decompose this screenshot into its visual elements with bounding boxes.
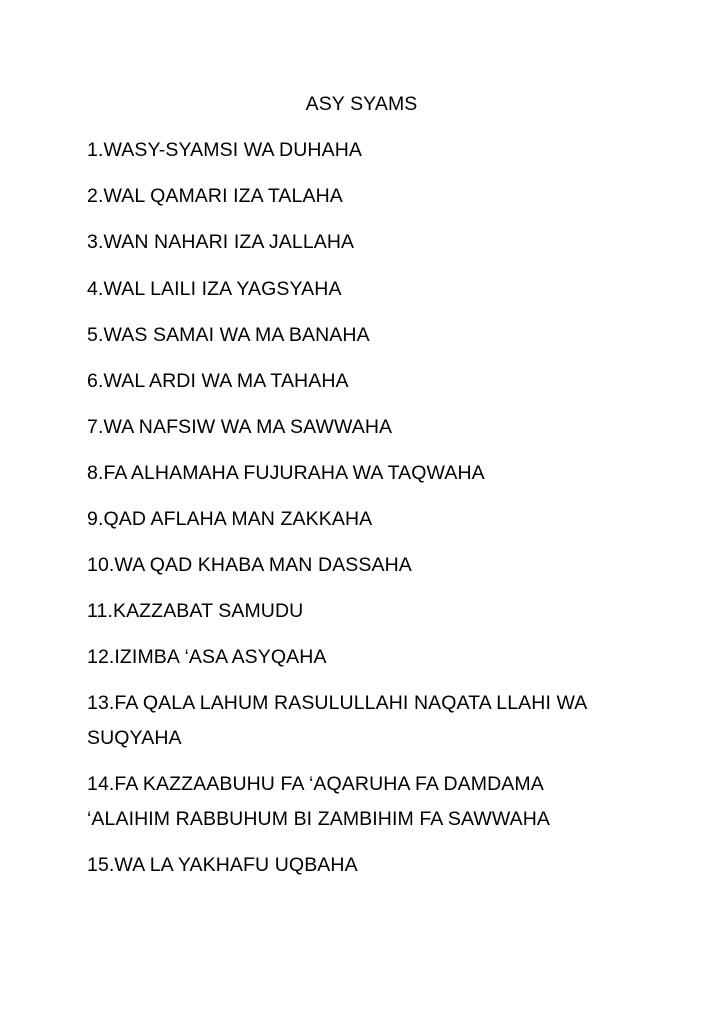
verse-13-line-1: 13.FA QALA LAHUM RASULULLAHI NAQATA LLAHI WA bbox=[87, 692, 588, 714]
verse-1: 1.WASY-SYAMSI WA DUHAHA bbox=[87, 139, 362, 161]
verse-11: 11.KAZZABAT SAMUDU bbox=[87, 600, 304, 622]
verse-8: 8.FA ALHAMAHA FUJURAHA WA TAQWAHA bbox=[87, 462, 485, 484]
verse-14-line-1: 14.FA KAZZAABUHU FA ‘AQARUHA FA DAMDAMA bbox=[87, 773, 544, 795]
verse-7: 7.WA NAFSIW WA MA SAWWAHA bbox=[87, 416, 393, 438]
verse-10: 10.WA QAD KHABA MAN DASSAHA bbox=[87, 554, 412, 576]
verse-3: 3.WAN NAHARI IZA JALLAHA bbox=[87, 231, 355, 253]
verse-4: 4.WAL LAILI IZA YAGSYAHA bbox=[87, 278, 342, 300]
document-title bbox=[0, 92, 719, 116]
verse-5: 5.WAS SAMAI WA MA BANAHA bbox=[87, 324, 370, 346]
verse-6: 6.WAL ARDI WA MA TAHAHA bbox=[87, 370, 349, 392]
verse-13-line-2: SUQYAHA bbox=[87, 727, 182, 749]
document-title-text: ASY SYAMS bbox=[305, 93, 418, 115]
verse-15: 15.WA LA YAKHAFU UQBAHA bbox=[87, 854, 358, 876]
verse-9: 9.QAD AFLAHA MAN ZAKKAHA bbox=[87, 508, 373, 530]
verse-2: 2.WAL QAMARI IZA TALAHA bbox=[87, 185, 343, 207]
verse-14-line-2: ‘ALAIHIM RABBUHUM BI ZAMBIHIM FA SAWWAHA bbox=[87, 808, 551, 830]
verse-12: 12.IZIMBA ‘ASA ASYQAHA bbox=[87, 646, 327, 668]
